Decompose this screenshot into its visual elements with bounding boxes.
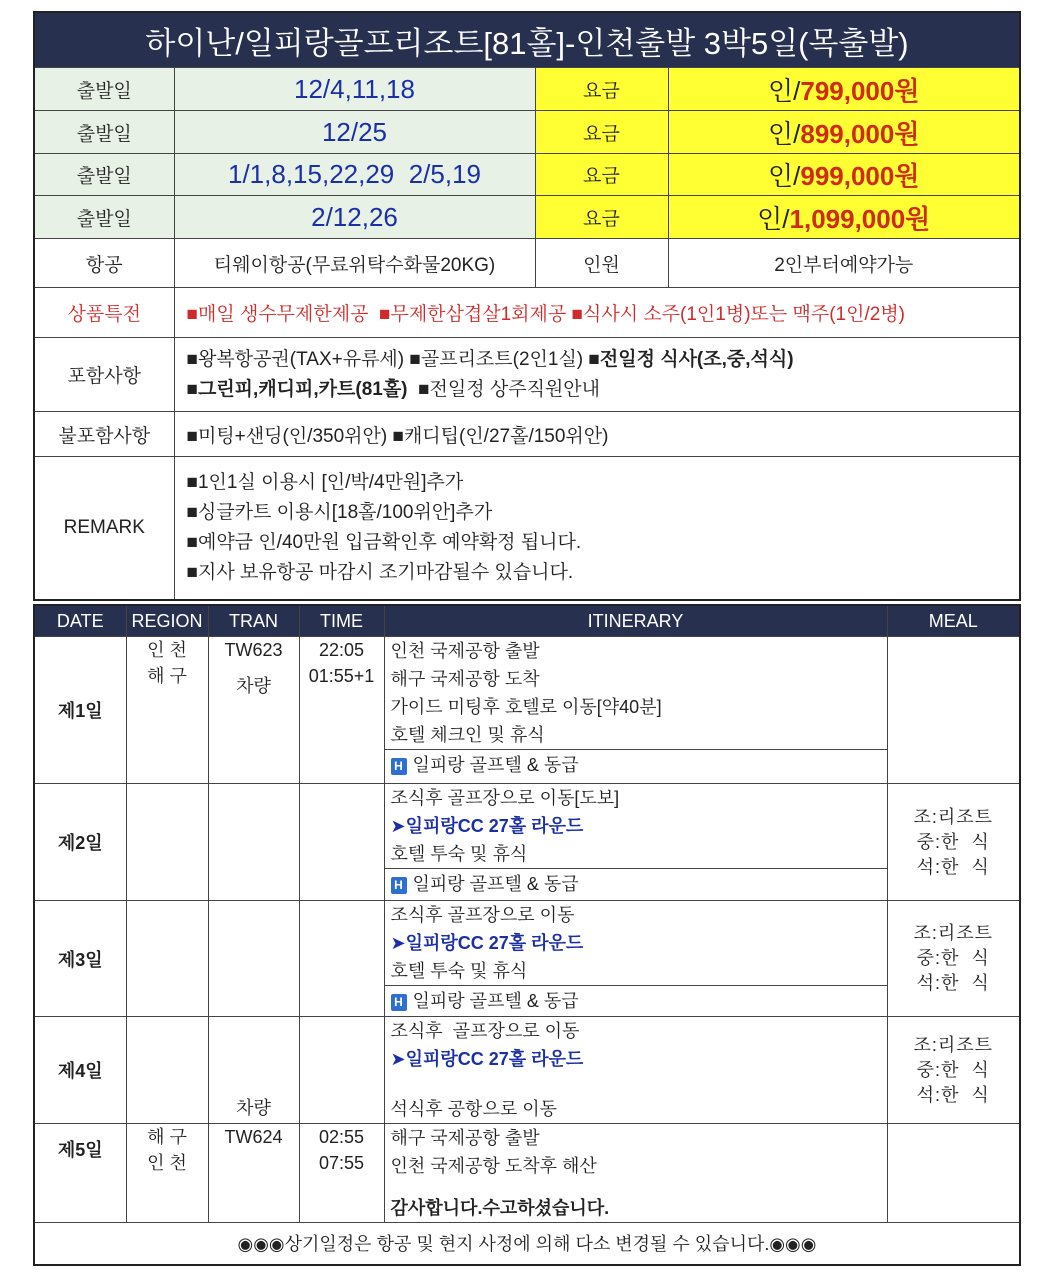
golf-round: ➤일피랑CC 27홀 라운드 bbox=[390, 1049, 584, 1069]
time bbox=[299, 784, 384, 901]
price-row bbox=[34, 111, 1020, 154]
remark-line: ■지사 보유항공 마감시 조기마감될수 있습니다. bbox=[186, 561, 574, 583]
price-amount: 1,099,000원 bbox=[789, 203, 931, 234]
meal bbox=[887, 637, 1020, 784]
itinerary-cell bbox=[384, 901, 887, 1017]
time-line: 22:05 bbox=[318, 640, 365, 660]
region-line: 인 천 bbox=[147, 1153, 187, 1173]
departure-label: 출발일 bbox=[34, 196, 174, 239]
meal bbox=[887, 1017, 1020, 1124]
itinerary-line: 석식후 공항으로 이동 bbox=[390, 1099, 557, 1119]
closing-message: 감사합니다.수고하셨습니다. bbox=[390, 1198, 610, 1218]
region bbox=[126, 901, 208, 1017]
page-title: 하이난/일피랑골프리조트[81홀]-인천출발 3박5일(목출발) bbox=[34, 12, 1020, 68]
hotel-name: 일피랑 골프텔 & 동급 bbox=[412, 755, 579, 775]
included-value bbox=[174, 338, 1020, 412]
vehicle: 차량 bbox=[236, 1098, 271, 1118]
included-item: ■왕복항공권(TAX+유류세) ■골프리조트(2인1실) bbox=[186, 348, 589, 370]
meal-line: 조:리조트 bbox=[913, 923, 994, 943]
per-person: 인/ bbox=[768, 161, 801, 191]
meal-line: 중:한 식 bbox=[916, 831, 990, 852]
region bbox=[126, 784, 208, 901]
footer-note: ◉◉◉상기일정은 항공 및 현지 사정에 의해 다소 변경될 수 있습니다.◉◉◉ bbox=[34, 1223, 1020, 1265]
pax-label: 인원 bbox=[535, 239, 668, 288]
transport bbox=[208, 1124, 299, 1223]
meal-line: 중:한 식 bbox=[916, 948, 990, 968]
excluded-label: 불포함사항 bbox=[34, 412, 174, 457]
itinerary-line: 호텔 체크인 및 휴식 bbox=[390, 725, 545, 745]
price-amount: 999,000원 bbox=[800, 161, 920, 191]
header-itinerary: ITINERARY bbox=[384, 605, 887, 637]
itinerary-line: 해구 국제공항 출발 bbox=[390, 1128, 540, 1148]
itinerary-line: 호텔 투숙 및 휴식 bbox=[390, 961, 528, 981]
day-label: 제4일 bbox=[34, 1017, 126, 1124]
itinerary-line: 해구 국제공항 도착 bbox=[390, 669, 540, 689]
header-meal: MEAL bbox=[887, 605, 1020, 637]
remark-row bbox=[34, 457, 1020, 600]
price bbox=[668, 111, 1020, 154]
price-row bbox=[34, 154, 1020, 196]
included-row bbox=[34, 338, 1020, 412]
airline-value: 티웨이항공(무료위탁수화물20KG) bbox=[174, 239, 535, 288]
hotel-icon: H bbox=[391, 994, 407, 1011]
itinerary-line: 호텔 투숙 및 휴식 bbox=[390, 844, 528, 864]
price-row bbox=[34, 196, 1020, 239]
transport bbox=[208, 784, 299, 901]
transport bbox=[208, 637, 299, 784]
benefits-label: 상품특전 bbox=[34, 288, 174, 338]
included-item: ■전일정 상주직원안내 bbox=[407, 378, 601, 400]
itinerary-cell bbox=[384, 1124, 887, 1223]
remark-label: REMARK bbox=[34, 457, 174, 600]
included-item: ■전일정 식사(조,중,석식) bbox=[588, 348, 794, 370]
price-amount: 899,000원 bbox=[800, 118, 920, 149]
header-tran: TRAN bbox=[208, 605, 299, 637]
remark-line: ■1인1실 이용시 [인/박/4만원]추가 bbox=[186, 471, 464, 493]
header-region: REGION bbox=[126, 605, 208, 637]
per-person: 인/ bbox=[768, 118, 801, 149]
remark-line: ■예약금 인/40만원 입금확인후 예약확정 됩니다. bbox=[186, 531, 582, 553]
airline-row bbox=[34, 239, 1020, 288]
departure-dates: 12/25 bbox=[174, 111, 535, 154]
transport bbox=[208, 901, 299, 1017]
meal bbox=[887, 784, 1020, 901]
region-line: 인 천 bbox=[147, 640, 187, 660]
product-summary-table bbox=[33, 11, 1021, 601]
departure-dates: 1/1,8,15,22,29 2/5,19 bbox=[174, 154, 535, 196]
time-line: 02:55 bbox=[318, 1127, 365, 1147]
fee-label: 요금 bbox=[535, 111, 668, 154]
flight-number: TW624 bbox=[224, 1127, 283, 1147]
flight-number: TW623 bbox=[224, 640, 283, 660]
meal-line: 조:리조트 bbox=[913, 806, 994, 827]
itinerary-cell bbox=[384, 637, 887, 784]
departure-dates: 2/12,26 bbox=[174, 196, 535, 239]
day-label: 제2일 bbox=[34, 784, 126, 901]
hotel-line bbox=[385, 868, 887, 899]
region-line: 해 구 bbox=[147, 1127, 187, 1147]
departure-label: 출발일 bbox=[34, 111, 174, 154]
fee-label: 요금 bbox=[535, 68, 668, 111]
day-row bbox=[34, 1124, 1020, 1223]
airline-label: 항공 bbox=[34, 239, 174, 288]
price bbox=[668, 154, 1020, 196]
header-date: DATE bbox=[34, 605, 126, 637]
day-label: 제5일 bbox=[34, 1124, 126, 1223]
footer-row bbox=[34, 1223, 1020, 1265]
meal bbox=[887, 901, 1020, 1017]
hotel-name: 일피랑 골프텔 & 동급 bbox=[412, 991, 579, 1011]
day-label: 제1일 bbox=[34, 637, 126, 784]
day-row bbox=[34, 784, 1020, 901]
meal-line: 석:한 식 bbox=[916, 1084, 990, 1105]
time bbox=[299, 1124, 384, 1223]
itinerary-table bbox=[33, 604, 1021, 1266]
excluded-row bbox=[34, 412, 1020, 457]
price bbox=[668, 196, 1020, 239]
region-line: 해 구 bbox=[147, 666, 187, 686]
region bbox=[126, 1017, 208, 1124]
transport bbox=[208, 1017, 299, 1124]
itinerary-line: 조식후 골프장으로 이동 bbox=[390, 1021, 580, 1041]
time bbox=[299, 637, 384, 784]
vehicle: 차량 bbox=[236, 676, 271, 696]
meal-line: 석:한 식 bbox=[916, 973, 990, 993]
hotel-icon: H bbox=[391, 877, 407, 894]
per-person: 인/ bbox=[757, 203, 790, 234]
price-amount: 799,000원 bbox=[800, 75, 920, 106]
pax-value: 2인부터예약가능 bbox=[668, 239, 1020, 288]
departure-label: 출발일 bbox=[34, 154, 174, 196]
departure-dates: 12/4,11,18 bbox=[174, 68, 535, 111]
per-person: 인/ bbox=[768, 75, 801, 106]
hotel-icon: H bbox=[391, 758, 407, 775]
itinerary-line: 가이드 미팅후 호텔로 이동[약40분] bbox=[390, 697, 662, 717]
hotel-line bbox=[385, 749, 887, 780]
time bbox=[299, 1017, 384, 1124]
itinerary-line: 조식후 골프장으로 이동 bbox=[390, 905, 575, 925]
itinerary-line: 인천 국제공항 도착후 해산 bbox=[390, 1156, 597, 1176]
included-label: 포함사항 bbox=[34, 338, 174, 412]
itinerary-cell bbox=[384, 1017, 887, 1124]
price-row bbox=[34, 68, 1020, 111]
remark-line: ■싱글카트 이용시[18홀/100위안]추가 bbox=[186, 501, 493, 523]
golf-round: ➤일피랑CC 27홀 라운드 bbox=[390, 933, 584, 953]
hotel-line bbox=[385, 985, 887, 1016]
itinerary-line: 인천 국제공항 출발 bbox=[390, 641, 540, 661]
fee-label: 요금 bbox=[535, 154, 668, 196]
itinerary-cell bbox=[384, 784, 887, 901]
time-line: 07:55 bbox=[318, 1153, 365, 1173]
benefits-value: ■매일 생수무제한제공 ■무제한삼겹살1회제공 ■식사시 소주(1인1병)또는 맥주(1인/2병) bbox=[174, 288, 1020, 338]
benefits-row bbox=[34, 288, 1020, 338]
meal-line: 중:한 식 bbox=[916, 1059, 990, 1080]
hotel-name: 일피랑 골프텔 & 동급 bbox=[412, 874, 579, 894]
remark-value bbox=[174, 457, 1020, 600]
header-time: TIME bbox=[299, 605, 384, 637]
itinerary-header bbox=[34, 605, 1020, 637]
day-row bbox=[34, 637, 1020, 784]
excluded-value: ■미팅+샌딩(인/350위안) ■캐디팁(인/27홀/150위안) bbox=[174, 412, 1020, 457]
fee-label: 요금 bbox=[535, 196, 668, 239]
meal bbox=[887, 1124, 1020, 1223]
day-label: 제3일 bbox=[34, 901, 126, 1017]
day-row bbox=[34, 901, 1020, 1017]
time bbox=[299, 901, 384, 1017]
time-line: 01:55+1 bbox=[308, 666, 375, 686]
price bbox=[668, 68, 1020, 111]
golf-round: ➤일피랑CC 27홀 라운드 bbox=[390, 816, 584, 836]
day-row bbox=[34, 1017, 1020, 1124]
meal-line: 석:한 식 bbox=[916, 856, 990, 877]
included-item: ■그린피,캐디피,카트(81홀) bbox=[186, 378, 408, 400]
itinerary-line: 조식후 골프장으로 이동[도보] bbox=[390, 788, 620, 808]
departure-label: 출발일 bbox=[34, 68, 174, 111]
region bbox=[126, 637, 208, 784]
region bbox=[126, 1124, 208, 1223]
meal-line: 조:리조트 bbox=[913, 1034, 994, 1055]
